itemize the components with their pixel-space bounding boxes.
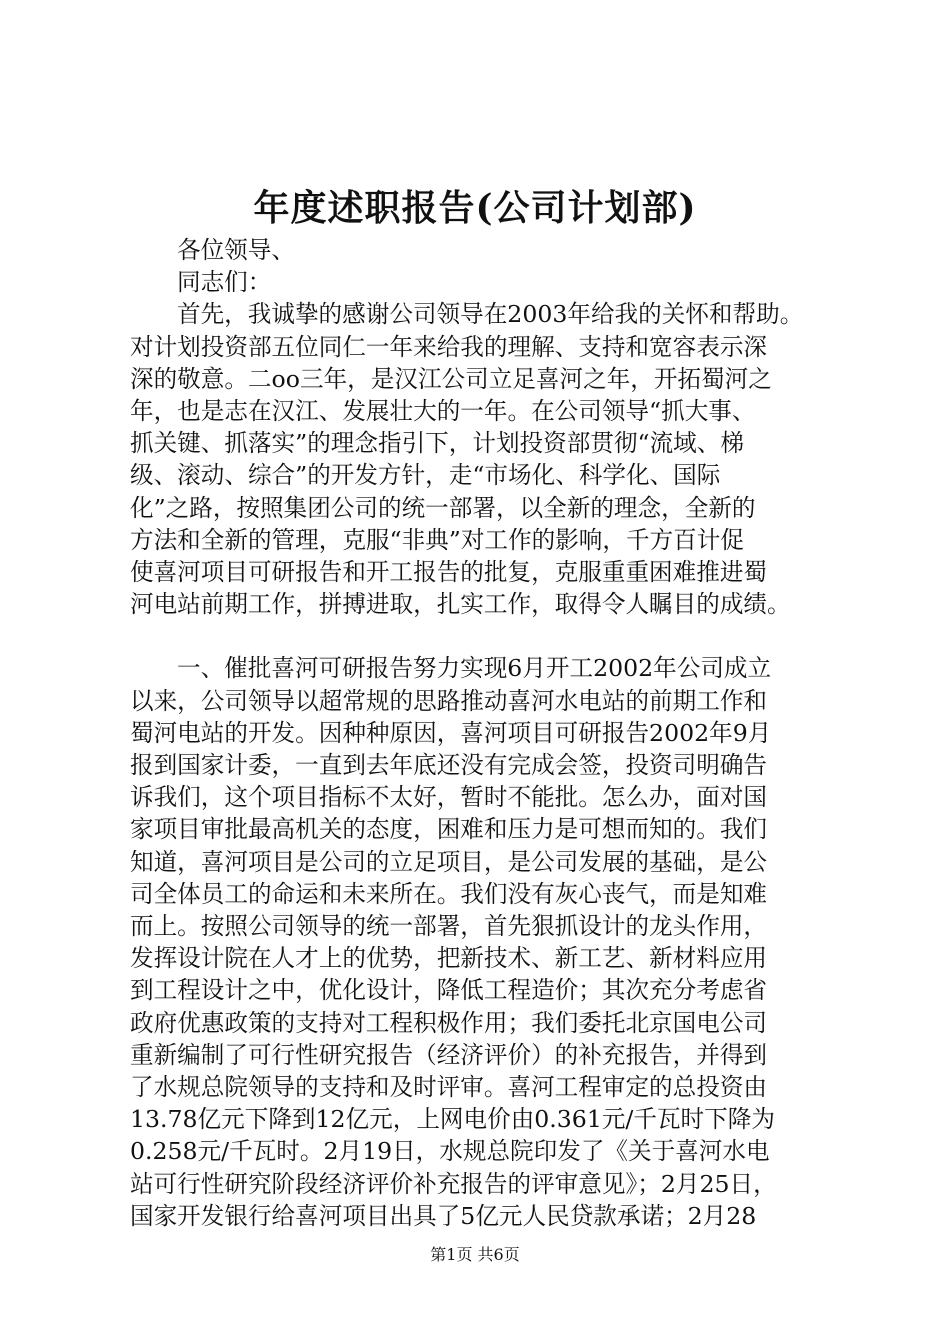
text-line: 首先，我诚挚的感谢公司领导在2003年给我的关怀和帮助。 xyxy=(177,300,804,329)
text-line: 发挥设计院在人才上的优势，把新技术、新工艺、新材料应用 xyxy=(130,944,768,973)
text-line: 国家开发银行给喜河项目出具了5亿元人民贷款承诺；2月28 xyxy=(130,1201,757,1230)
text-line: 政府优惠政策的支持对工程积极作用；我们委托北京国电公司 xyxy=(130,1008,768,1037)
text-line: 河电站前期工作，拼搏进取，扎实工作，取得令人瞩目的成绩。 xyxy=(130,590,791,619)
salutation-line: 同志们： xyxy=(177,268,272,297)
text-line: 抓关键、抓落实”的理念指引下，计划投资部贯彻“流域、梯 xyxy=(130,429,744,458)
text-line: 司全体员工的命运和未来所在。我们没有灰心丧气，而是知难 xyxy=(130,879,768,908)
paragraph-2 xyxy=(130,652,836,1232)
text-line: 化”之路，按照集团公司的统一部署，以全新的理念，全新的 xyxy=(130,493,756,522)
text-line: 到工程设计之中，优化设计，降低工程造价；其次充分考虑省 xyxy=(130,976,768,1005)
text-line: 使喜河项目可研报告和开工报告的批复，克服重重困难推进蜀 xyxy=(130,558,768,587)
text-line: 深的敬意。二oo三年，是汉江公司立足喜河之年，开拓蜀河之 xyxy=(130,364,772,393)
text-line: 年，也是志在汉江、发展壮大的一年。在公司领导“抓大事、 xyxy=(130,397,756,426)
paragraph-spacer xyxy=(130,620,836,652)
text-line: 诉我们，这个项目指标不太好，暂时不能批。怎么办，面对国 xyxy=(130,783,768,812)
text-line: 家项目审批最高机关的态度，困难和压力是可想而知的。我们 xyxy=(130,815,768,844)
text-line: 对计划投资部五位同仁一年来给我的理解、支持和宽容表示深 xyxy=(130,332,768,361)
paragraph-1 xyxy=(130,298,836,620)
text-line: 级、滚动、综合”的开发方针，走“市场化、科学化、国际 xyxy=(130,461,721,490)
document-body xyxy=(130,234,836,1232)
text-line: 站可行性研究阶段经济评价补充报告的评审意见》；2月25日， xyxy=(130,1169,777,1198)
text-line: 而上。按照公司领导的统一部署，首先狠抓设计的龙头作用， xyxy=(130,912,768,941)
text-line: 重新编制了可行性研究报告（经济评价）的补充报告，并得到 xyxy=(130,1040,768,1069)
page-footer: 第1页 共6页 xyxy=(430,1245,520,1264)
text-line: 蜀河电站的开发。因种种原因，喜河项目可研报告2002年9月 xyxy=(130,718,772,747)
text-line: 以来，公司领导以超常规的思路推动喜河水电站的前期工作和 xyxy=(130,686,768,715)
text-line: 方法和全新的管理，克服“非典”对工作的影响，千方百计促 xyxy=(130,525,744,554)
text-line: 13.78亿元下降到12亿元，上网电价由0.361元/千瓦时下降为 xyxy=(130,1105,775,1134)
document-title: 年度述职报告(公司计划部) xyxy=(253,187,697,229)
text-line: 了水规总院领导的支持和及时评审。喜河工程审定的总投资由 xyxy=(130,1073,768,1102)
text-line: 报到国家计委，一直到去年底还没有完成会签，投资司明确告 xyxy=(130,751,768,780)
salutation-line: 各位领导、 xyxy=(177,236,295,264)
text-line: 知道，喜河项目是公司的立足项目，是公司发展的基础，是公 xyxy=(130,847,768,876)
text-line: 0.258元/千瓦时。2月19日，水规总院印发了《关于喜河水电 xyxy=(130,1137,770,1166)
text-line: 一、催批喜河可研报告努力实现6月开工2002年公司成立 xyxy=(177,654,772,683)
